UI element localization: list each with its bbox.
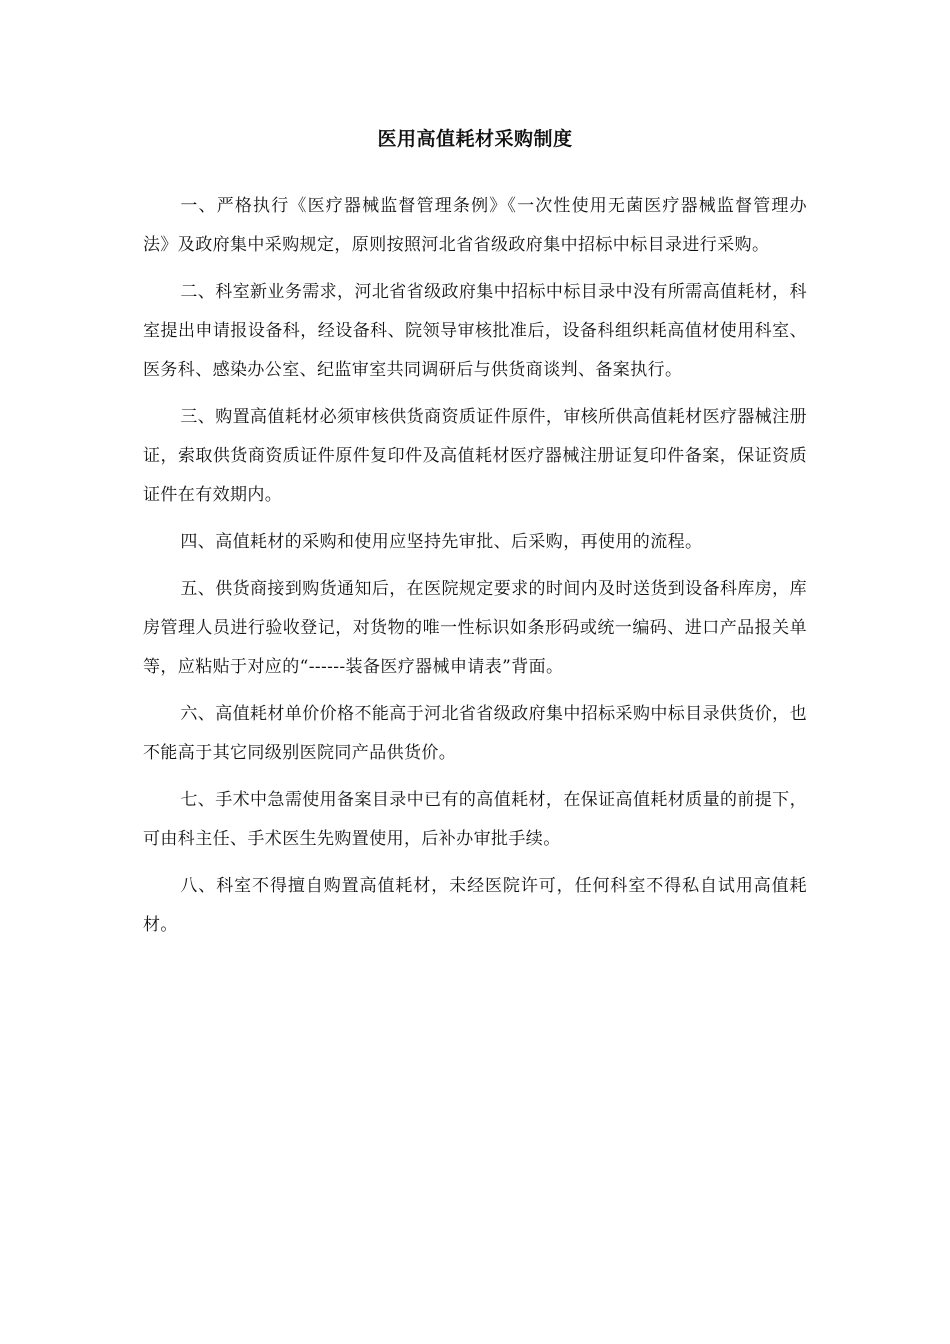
paragraph-4: 四、高值耗材的采购和使用应坚持先审批、后采购，再使用的流程。 [180,532,703,552]
paragraph-7: 七、手术中急需使用备案目录中已有的高值耗材，在保证高值耗材质量的前提下，可由科主任、手术医生先购置使用，后补办审批手续。 [143,790,807,849]
paragraph-6: 六、高值耗材单价价格不能高于河北省省级政府集中招标采购中标目录供货价，也不能高于其它同级别医院同产品供货价。 [143,704,807,763]
paragraph-2: 二、科室新业务需求，河北省省级政府集中招标中标目录中没有所需高值耗材，科室提出申请报设备科，经设备科、院领导审核批准后，设备科组织耗高值材使用科室、医务科、感染办公室、纪监审室共同调研后与供货商谈判、备案执行。 [143,282,807,380]
document-body [143,187,807,953]
paragraph-1: 一、严格执行《医疗器械监督管理条例》《一次性使用无菌医疗器械监督管理办法》及政府集中采购规定，原则按照河北省省级政府集中招标中标目录进行采购。 [143,196,807,255]
paragraph-8: 八、科室不得擅自购置高值耗材，未经医院许可，任何科室不得私自试用高值耗材。 [143,876,807,935]
document-title: 医用高值耗材采购制度 [377,128,573,150]
paragraph-5: 五、供货商接到购货通知后，在医院规定要求的时间内及时送货到设备科库房，库房管理人员进行验收登记，对货物的唯一性标识如条形码或统一编码、进口产品报关单等，应粘贴于对应的“------装备医疗器械申请表”背面。 [143,579,807,677]
paragraph-3: 三、购置高值耗材必须审核供货商资质证件原件，审核所供高值耗材医疗器械注册证，索取供货商资质证件原件复印件及高值耗材医疗器械注册证复印件备案，保证资质证件在有效期内。 [143,407,807,505]
